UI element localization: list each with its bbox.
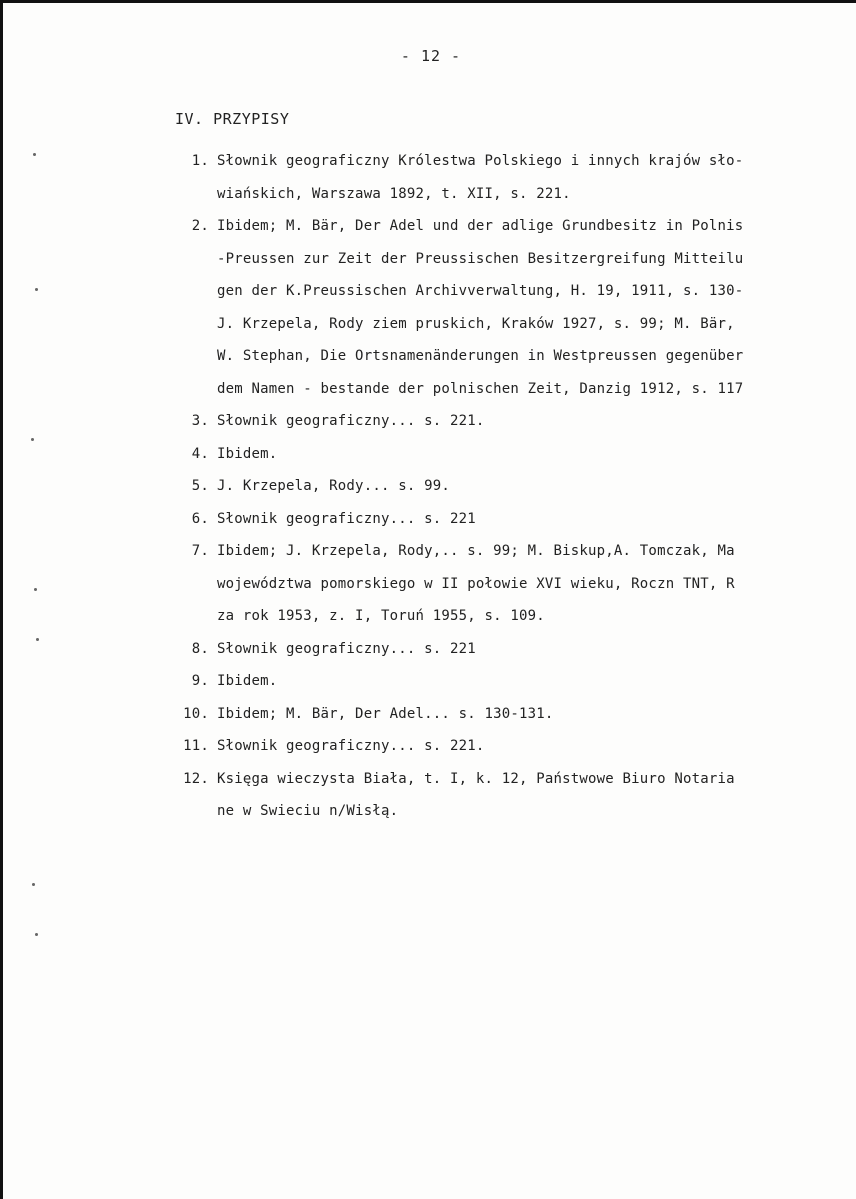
- footnote-number: 9.: [191, 673, 209, 689]
- footnote: [3, 503, 856, 536]
- footnote: [3, 210, 856, 405]
- footnote-number: 7.: [191, 543, 209, 559]
- footnote-line: województwa pomorskiego w II połowie XVI wieku, Roczn TNT, R: [217, 575, 735, 592]
- footnote: [3, 145, 856, 210]
- footnote-line: za rok 1953, z. I, Toruń 1955, s. 109.: [217, 608, 545, 624]
- footnote-number: 5.: [191, 478, 209, 494]
- footnote: [3, 665, 856, 698]
- footnote-line: Słownik geograficzny... s. 221: [217, 640, 476, 657]
- footnote-line: Ibidem; M. Bär, Der Adel und der adlige Grundbesitz in Polnis: [217, 218, 744, 234]
- footnote-text: [217, 145, 841, 210]
- footnote-line: Ibidem; M. Bär, Der Adel... s. 130-131.: [217, 705, 554, 722]
- footnote-line: ne w Swieciu n/Wisłą.: [217, 803, 399, 819]
- footnote: [3, 438, 856, 471]
- footnote-text: [217, 503, 841, 536]
- footnote-line: Słownik geograficzny... s. 221.: [217, 413, 485, 429]
- footnotes-list: [3, 145, 856, 828]
- footnote-text: [217, 730, 841, 763]
- page-number: - 12 -: [400, 47, 462, 65]
- footnote: [3, 698, 856, 731]
- footnote-line: Ibidem.: [217, 445, 278, 462]
- footnote: [3, 730, 856, 763]
- footnote-number: 11.: [183, 738, 209, 754]
- footnote-text: [217, 665, 841, 698]
- footnote-line: gen der K.Preussischen Archivverwaltung, H. 19, 1911, s. 130-: [217, 283, 744, 299]
- footnote-number: 10.: [183, 705, 209, 722]
- footnote: [3, 470, 856, 503]
- footnote-line: W. Stephan, Die Ortsnamenänderungen in Westpreussen gegenüber: [217, 348, 744, 364]
- footnote-text: [217, 698, 841, 731]
- footnote-line: Księga wieczysta Biała, t. I, k. 12, Państwowe Biuro Notaria: [217, 770, 735, 787]
- footnote-number: 1.: [191, 153, 209, 169]
- footnote-number: 4.: [191, 445, 209, 462]
- footnote-line: -Preussen zur Zeit der Preussischen Besitzergreifung Mitteilu: [217, 250, 744, 267]
- footnote-line: wiańskich, Warszawa 1892, t. XII, s. 221.: [217, 185, 571, 202]
- footnote-text: [217, 405, 841, 438]
- footnote-number: 2.: [191, 218, 209, 234]
- footnote: [3, 405, 856, 438]
- footnote-line: Słownik geograficzny... s. 221: [217, 510, 476, 527]
- footnote-number: 12.: [183, 770, 209, 787]
- footnote-number: 3.: [191, 413, 209, 429]
- footnote-text: [217, 763, 841, 828]
- footnote-line: Ibidem; J. Krzepela, Rody,.. s. 99; M. Biskup,A. Tomczak, Ma: [217, 543, 735, 559]
- footnote-line: Słownik geograficzny Królestwa Polskiego i innych krajów sło-: [217, 153, 744, 169]
- footnote: [3, 633, 856, 666]
- margin-specks: [23, 143, 63, 1043]
- footnote-text: [217, 633, 841, 666]
- footnote-number: 6.: [191, 510, 209, 527]
- footnote-text: [217, 210, 841, 405]
- footnote-line: Ibidem.: [217, 673, 278, 689]
- footnote: [3, 535, 856, 633]
- footnote: [3, 763, 856, 828]
- footnote-line: Słownik geograficzny... s. 221.: [217, 738, 485, 754]
- footnote-number: 8.: [191, 640, 209, 657]
- footnote-line: J. Krzepela, Rody ziem pruskich, Kraków 1927, s. 99; M. Bär,: [217, 315, 735, 332]
- footnote-text: [217, 438, 841, 471]
- section-title: IV. PRZYPISY: [175, 110, 290, 128]
- footnote-line: J. Krzepela, Rody... s. 99.: [217, 478, 450, 494]
- footnote-line: dem Namen - bestande der polnischen Zeit, Danzig 1912, s. 117: [217, 380, 744, 397]
- footnote-text: [217, 535, 841, 633]
- footnote-text: [217, 470, 841, 503]
